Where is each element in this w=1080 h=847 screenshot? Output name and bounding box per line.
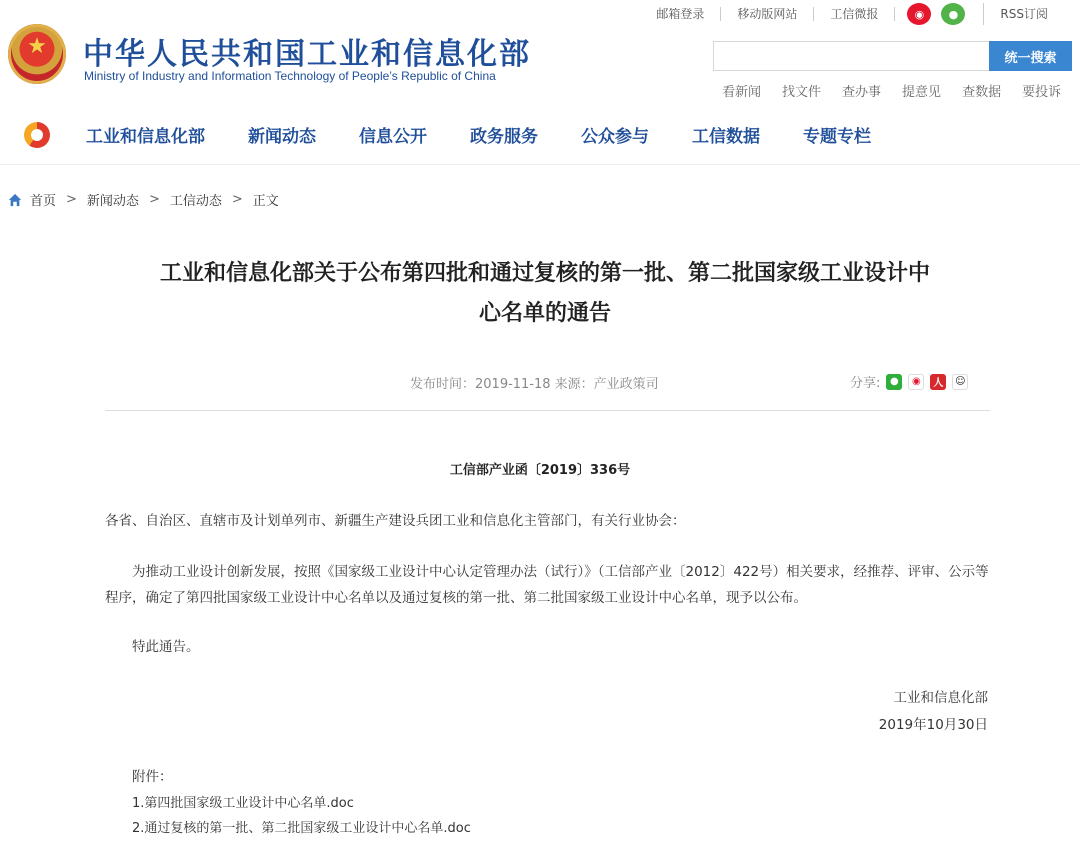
quick-links [722,81,1080,100]
share-bar [850,372,968,391]
site-title-english: Ministry of Industry and Information Technology of People’s Republic of China [84,69,496,83]
article-meta: 发布时间：2019-11-18 来源：产业政策司 [410,377,659,392]
main-nav [0,108,1080,165]
attachment-link[interactable]: 1.第四批国家级工业设计中心名单.doc [132,796,354,811]
top-links [640,3,1064,25]
nav-item-news[interactable]: 新闻动态 [248,127,316,147]
article-title [130,254,960,334]
article-title-line1: 工业和信息化部关于公布第四批和通过复核的第一批、第二批国家级工业设计中 [159,261,930,286]
breadcrumb-separator: > [66,192,77,207]
breadcrumb [8,190,279,209]
nav-item-gov-services[interactable]: 政务服务 [470,127,538,147]
nav-item-ministry[interactable]: 工业和信息化部 [86,127,205,147]
breadcrumb-ministry-news[interactable]: 工信动态 [169,194,222,209]
signature-organization: 工业和信息化部 [893,690,988,706]
mail-login-link[interactable]: 邮箱登录 [640,7,721,21]
share-qq-icon[interactable]: ☺ [952,374,968,390]
rss-link[interactable]: RSS订阅 [1000,7,1048,21]
breadcrumb-separator: > [231,192,243,207]
quick-link-feedback[interactable]: 提意见 [902,85,942,100]
site-title[interactable]: 中华人民共和国工业和信息化部 [83,37,531,72]
nav-item-special-topics[interactable]: 专题专栏 [803,127,871,147]
signature-date: 2019年10月30日 [878,717,988,733]
ministry-logo-icon[interactable] [24,122,50,148]
nav-item-data[interactable]: 工信数据 [692,127,760,147]
recipients: 各省、自治区、直辖市及计划单列市、新疆生产建设兵团工业和信息化主管部门，有关行业协会： [105,513,686,529]
breadcrumb-separator: > [148,192,160,207]
body-paragraph: 为推动工业设计创新发展，按照《国家级工业设计中心认定管理办法（试行）》（工信部产业〔2012〕422号）相关要求，经推荐、评审、公示等程序，确定了第四批国家级工业设计中心名单以及通过复核的第一批、第二批国家级工业设计中心名单，现予以公布。 [105,564,989,606]
share-weibo-icon[interactable]: ◉ [908,374,924,390]
quick-link-files[interactable]: 找文件 [782,85,822,100]
wechat-icon[interactable]: ● [941,3,965,25]
document-number: 工信部产业函〔2019〕336号 [449,463,631,478]
attachment-link[interactable]: 2.通过复核的第一批、第二批国家级工业设计中心名单.doc [132,821,471,836]
quick-link-news[interactable]: 看新闻 [722,85,762,100]
nav-item-public-participation[interactable]: 公众参与 [581,127,649,147]
breadcrumb-home[interactable]: 首页 [30,194,57,209]
search-input[interactable] [713,41,989,71]
attachments-label: 附件： [132,769,173,785]
divider [105,410,990,411]
closing-text: 特此通告。 [132,639,200,655]
quick-link-services[interactable]: 查办事 [842,85,882,100]
nav-item-info-disclosure[interactable]: 信息公开 [359,127,427,147]
social-icons [895,3,984,25]
quick-link-complaint[interactable]: 要投诉 [1022,85,1062,100]
breadcrumb-current: 正文 [252,194,279,209]
share-renren-icon[interactable]: 人 [930,374,946,390]
share-label: 分享: [850,376,881,391]
quick-link-data[interactable]: 查数据 [962,85,1002,100]
breadcrumb-news[interactable]: 新闻动态 [86,194,139,209]
national-emblem-icon [8,24,66,84]
mobile-site-link[interactable]: 移动版网站 [721,7,814,21]
home-icon[interactable] [8,193,22,207]
article-title-line2: 心名单的通告 [478,301,611,326]
share-wechat-icon[interactable]: ● [886,374,902,390]
weibo-icon[interactable]: ◉ [907,3,931,25]
search-button[interactable]: 统一搜索 [989,41,1072,71]
site-header [0,0,1080,108]
wechat-report-link[interactable]: 工信微报 [814,7,895,21]
